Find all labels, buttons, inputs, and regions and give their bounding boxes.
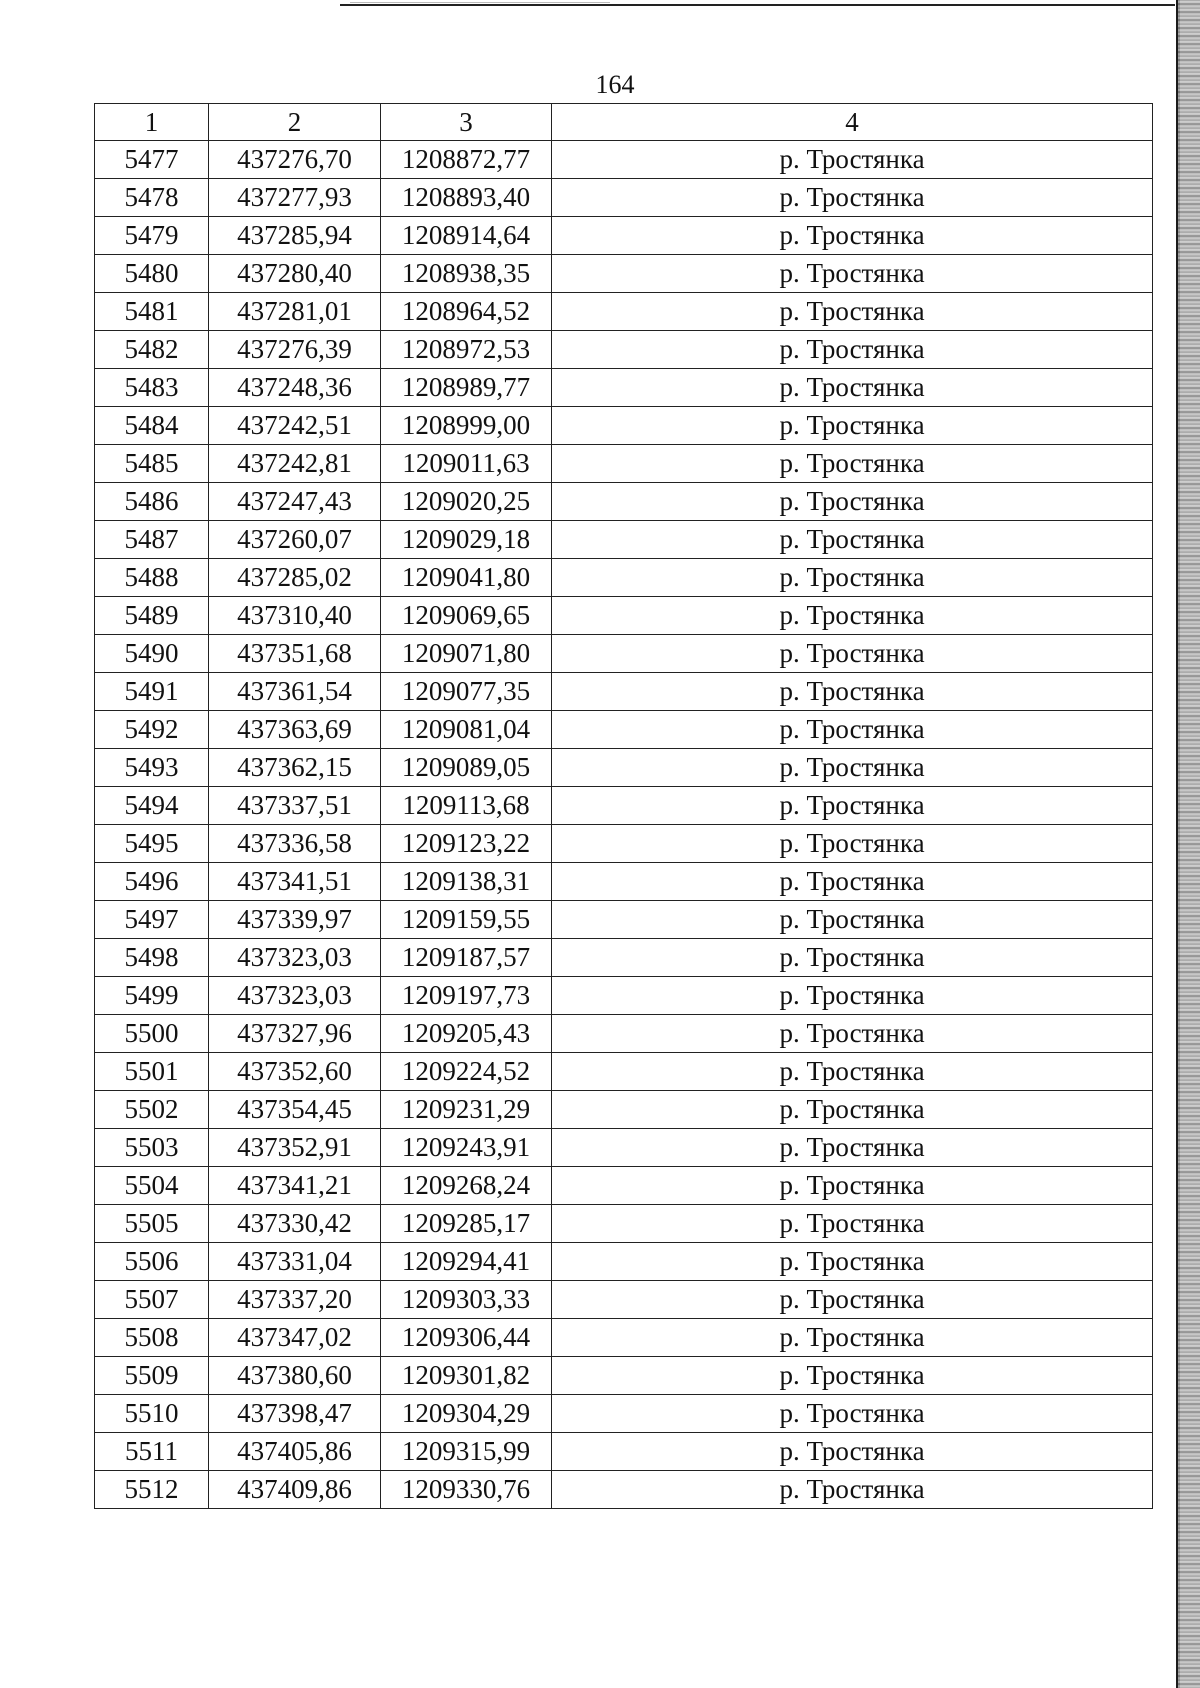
description-cell: р. Тростянка [552,635,1153,673]
y-coordinate-cell: 1209205,43 [381,1015,552,1053]
point-number-cell: 5489 [95,597,209,635]
description-cell: р. Тростянка [552,1433,1153,1471]
table-row [95,141,1153,179]
x-coordinate-cell: 437337,51 [209,787,381,825]
description-cell: р. Тростянка [552,787,1153,825]
description-cell: р. Тростянка [552,1167,1153,1205]
point-number-cell: 5509 [95,1357,209,1395]
x-coordinate-cell: 437336,58 [209,825,381,863]
y-coordinate-cell: 1209330,76 [381,1471,552,1509]
y-coordinate-cell: 1209285,17 [381,1205,552,1243]
y-coordinate-cell: 1209231,29 [381,1091,552,1129]
point-number-cell: 5488 [95,559,209,597]
x-coordinate-cell: 437347,02 [209,1319,381,1357]
y-coordinate-cell: 1208989,77 [381,369,552,407]
y-coordinate-cell: 1209113,68 [381,787,552,825]
table-row [95,1281,1153,1319]
x-coordinate-cell: 437398,47 [209,1395,381,1433]
table-row [95,597,1153,635]
x-coordinate-cell: 437354,45 [209,1091,381,1129]
point-number-cell: 5479 [95,217,209,255]
x-coordinate-cell: 437380,60 [209,1357,381,1395]
table-row [95,217,1153,255]
description-cell: р. Тростянка [552,597,1153,635]
table-row [95,255,1153,293]
x-coordinate-cell: 437280,40 [209,255,381,293]
coordinates-table [94,103,1153,1509]
point-number-cell: 5496 [95,863,209,901]
x-coordinate-cell: 437277,93 [209,179,381,217]
description-cell: р. Тростянка [552,179,1153,217]
table-row [95,939,1153,977]
page-number: 164 [595,70,635,99]
table-row [95,369,1153,407]
table-row [95,1053,1153,1091]
y-coordinate-cell: 1209268,24 [381,1167,552,1205]
x-coordinate-cell: 437281,01 [209,293,381,331]
y-coordinate-cell: 1208938,35 [381,255,552,293]
table-row [95,863,1153,901]
description-cell: р. Тростянка [552,1015,1153,1053]
point-number-cell: 5481 [95,293,209,331]
table-row [95,179,1153,217]
point-number-cell: 5480 [95,255,209,293]
x-coordinate-cell: 437285,94 [209,217,381,255]
description-cell: р. Тростянка [552,1395,1153,1433]
table-row [95,521,1153,559]
description-cell: р. Тростянка [552,1129,1153,1167]
point-number-cell: 5492 [95,711,209,749]
description-cell: р. Тростянка [552,1091,1153,1129]
scan-edge-shadow [1178,0,1200,1688]
point-number-cell: 5493 [95,749,209,787]
table-row [95,1129,1153,1167]
description-cell: р. Тростянка [552,255,1153,293]
point-number-cell: 5482 [95,331,209,369]
description-cell: р. Тростянка [552,1281,1153,1319]
scan-top-rule [340,4,1175,6]
x-coordinate-cell: 437352,91 [209,1129,381,1167]
table-row [95,559,1153,597]
x-coordinate-cell: 437323,03 [209,977,381,1015]
x-coordinate-cell: 437323,03 [209,939,381,977]
description-cell: р. Тростянка [552,521,1153,559]
x-coordinate-cell: 437285,02 [209,559,381,597]
point-number-cell: 5494 [95,787,209,825]
point-number-cell: 5507 [95,1281,209,1319]
description-cell: р. Тростянка [552,331,1153,369]
description-cell: р. Тростянка [552,901,1153,939]
y-coordinate-cell: 1209224,52 [381,1053,552,1091]
x-coordinate-cell: 437362,15 [209,749,381,787]
column-header-1: 1 [95,104,209,141]
x-coordinate-cell: 437242,81 [209,445,381,483]
point-number-cell: 5487 [95,521,209,559]
y-coordinate-cell: 1209304,29 [381,1395,552,1433]
y-coordinate-cell: 1209243,91 [381,1129,552,1167]
x-coordinate-cell: 437409,86 [209,1471,381,1509]
point-number-cell: 5497 [95,901,209,939]
table-row [95,293,1153,331]
point-number-cell: 5511 [95,1433,209,1471]
description-cell: р. Тростянка [552,559,1153,597]
y-coordinate-cell: 1208999,00 [381,407,552,445]
x-coordinate-cell: 437260,07 [209,521,381,559]
x-coordinate-cell: 437341,21 [209,1167,381,1205]
point-number-cell: 5495 [95,825,209,863]
x-coordinate-cell: 437327,96 [209,1015,381,1053]
table-row [95,1243,1153,1281]
scan-top-faint-line [350,2,610,3]
y-coordinate-cell: 1209138,31 [381,863,552,901]
description-cell: р. Тростянка [552,1471,1153,1509]
table-row [95,1357,1153,1395]
point-number-cell: 5483 [95,369,209,407]
column-header-4: 4 [552,104,1153,141]
column-header-3: 3 [381,104,552,141]
y-coordinate-cell: 1209077,35 [381,673,552,711]
point-number-cell: 5486 [95,483,209,521]
description-cell: р. Тростянка [552,1319,1153,1357]
x-coordinate-cell: 437248,36 [209,369,381,407]
table-row [95,711,1153,749]
y-coordinate-cell: 1209071,80 [381,635,552,673]
y-coordinate-cell: 1208964,52 [381,293,552,331]
y-coordinate-cell: 1209089,05 [381,749,552,787]
description-cell: р. Тростянка [552,825,1153,863]
description-cell: р. Тростянка [552,939,1153,977]
x-coordinate-cell: 437247,43 [209,483,381,521]
x-coordinate-cell: 437361,54 [209,673,381,711]
point-number-cell: 5510 [95,1395,209,1433]
table-row [95,1319,1153,1357]
table-row [95,1205,1153,1243]
description-cell: р. Тростянка [552,369,1153,407]
description-cell: р. Тростянка [552,141,1153,179]
y-coordinate-cell: 1209081,04 [381,711,552,749]
table-row [95,331,1153,369]
y-coordinate-cell: 1209029,18 [381,521,552,559]
x-coordinate-cell: 437339,97 [209,901,381,939]
point-number-cell: 5512 [95,1471,209,1509]
table-row [95,1433,1153,1471]
x-coordinate-cell: 437276,39 [209,331,381,369]
description-cell: р. Тростянка [552,293,1153,331]
point-number-cell: 5502 [95,1091,209,1129]
description-cell: р. Тростянка [552,673,1153,711]
y-coordinate-cell: 1209020,25 [381,483,552,521]
table-row [95,1471,1153,1509]
y-coordinate-cell: 1209315,99 [381,1433,552,1471]
point-number-cell: 5485 [95,445,209,483]
point-number-cell: 5506 [95,1243,209,1281]
column-header-2: 2 [209,104,381,141]
x-coordinate-cell: 437330,42 [209,1205,381,1243]
table-header-row [95,104,1153,141]
table-row [95,977,1153,1015]
description-cell: р. Тростянка [552,445,1153,483]
y-coordinate-cell: 1208914,64 [381,217,552,255]
x-coordinate-cell: 437341,51 [209,863,381,901]
y-coordinate-cell: 1209069,65 [381,597,552,635]
table-row [95,445,1153,483]
x-coordinate-cell: 437276,70 [209,141,381,179]
table-row [95,483,1153,521]
point-number-cell: 5491 [95,673,209,711]
table-row [95,749,1153,787]
y-coordinate-cell: 1209301,82 [381,1357,552,1395]
y-coordinate-cell: 1209303,33 [381,1281,552,1319]
y-coordinate-cell: 1209041,80 [381,559,552,597]
point-number-cell: 5505 [95,1205,209,1243]
point-number-cell: 5478 [95,179,209,217]
point-number-cell: 5503 [95,1129,209,1167]
y-coordinate-cell: 1208972,53 [381,331,552,369]
table-row [95,407,1153,445]
y-coordinate-cell: 1208893,40 [381,179,552,217]
table-row [95,1091,1153,1129]
description-cell: р. Тростянка [552,749,1153,787]
table-row [95,1167,1153,1205]
table-row [95,1015,1153,1053]
point-number-cell: 5484 [95,407,209,445]
x-coordinate-cell: 437405,86 [209,1433,381,1471]
y-coordinate-cell: 1209011,63 [381,445,552,483]
description-cell: р. Тростянка [552,1205,1153,1243]
table-row [95,825,1153,863]
table-row [95,673,1153,711]
table-row [95,901,1153,939]
point-number-cell: 5477 [95,141,209,179]
x-coordinate-cell: 437363,69 [209,711,381,749]
y-coordinate-cell: 1209306,44 [381,1319,552,1357]
description-cell: р. Тростянка [552,711,1153,749]
y-coordinate-cell: 1209123,22 [381,825,552,863]
x-coordinate-cell: 437352,60 [209,1053,381,1091]
y-coordinate-cell: 1209159,55 [381,901,552,939]
table-row [95,635,1153,673]
x-coordinate-cell: 437337,20 [209,1281,381,1319]
description-cell: р. Тростянка [552,1243,1153,1281]
point-number-cell: 5501 [95,1053,209,1091]
y-coordinate-cell: 1209294,41 [381,1243,552,1281]
description-cell: р. Тростянка [552,483,1153,521]
y-coordinate-cell: 1208872,77 [381,141,552,179]
point-number-cell: 5498 [95,939,209,977]
point-number-cell: 5499 [95,977,209,1015]
table-row [95,1395,1153,1433]
description-cell: р. Тростянка [552,407,1153,445]
x-coordinate-cell: 437331,04 [209,1243,381,1281]
point-number-cell: 5504 [95,1167,209,1205]
description-cell: р. Тростянка [552,217,1153,255]
x-coordinate-cell: 437242,51 [209,407,381,445]
point-number-cell: 5490 [95,635,209,673]
x-coordinate-cell: 437310,40 [209,597,381,635]
point-number-cell: 5500 [95,1015,209,1053]
description-cell: р. Тростянка [552,1053,1153,1091]
y-coordinate-cell: 1209187,57 [381,939,552,977]
table-body [95,141,1153,1509]
description-cell: р. Тростянка [552,863,1153,901]
point-number-cell: 5508 [95,1319,209,1357]
y-coordinate-cell: 1209197,73 [381,977,552,1015]
description-cell: р. Тростянка [552,977,1153,1015]
description-cell: р. Тростянка [552,1357,1153,1395]
x-coordinate-cell: 437351,68 [209,635,381,673]
table-row [95,787,1153,825]
